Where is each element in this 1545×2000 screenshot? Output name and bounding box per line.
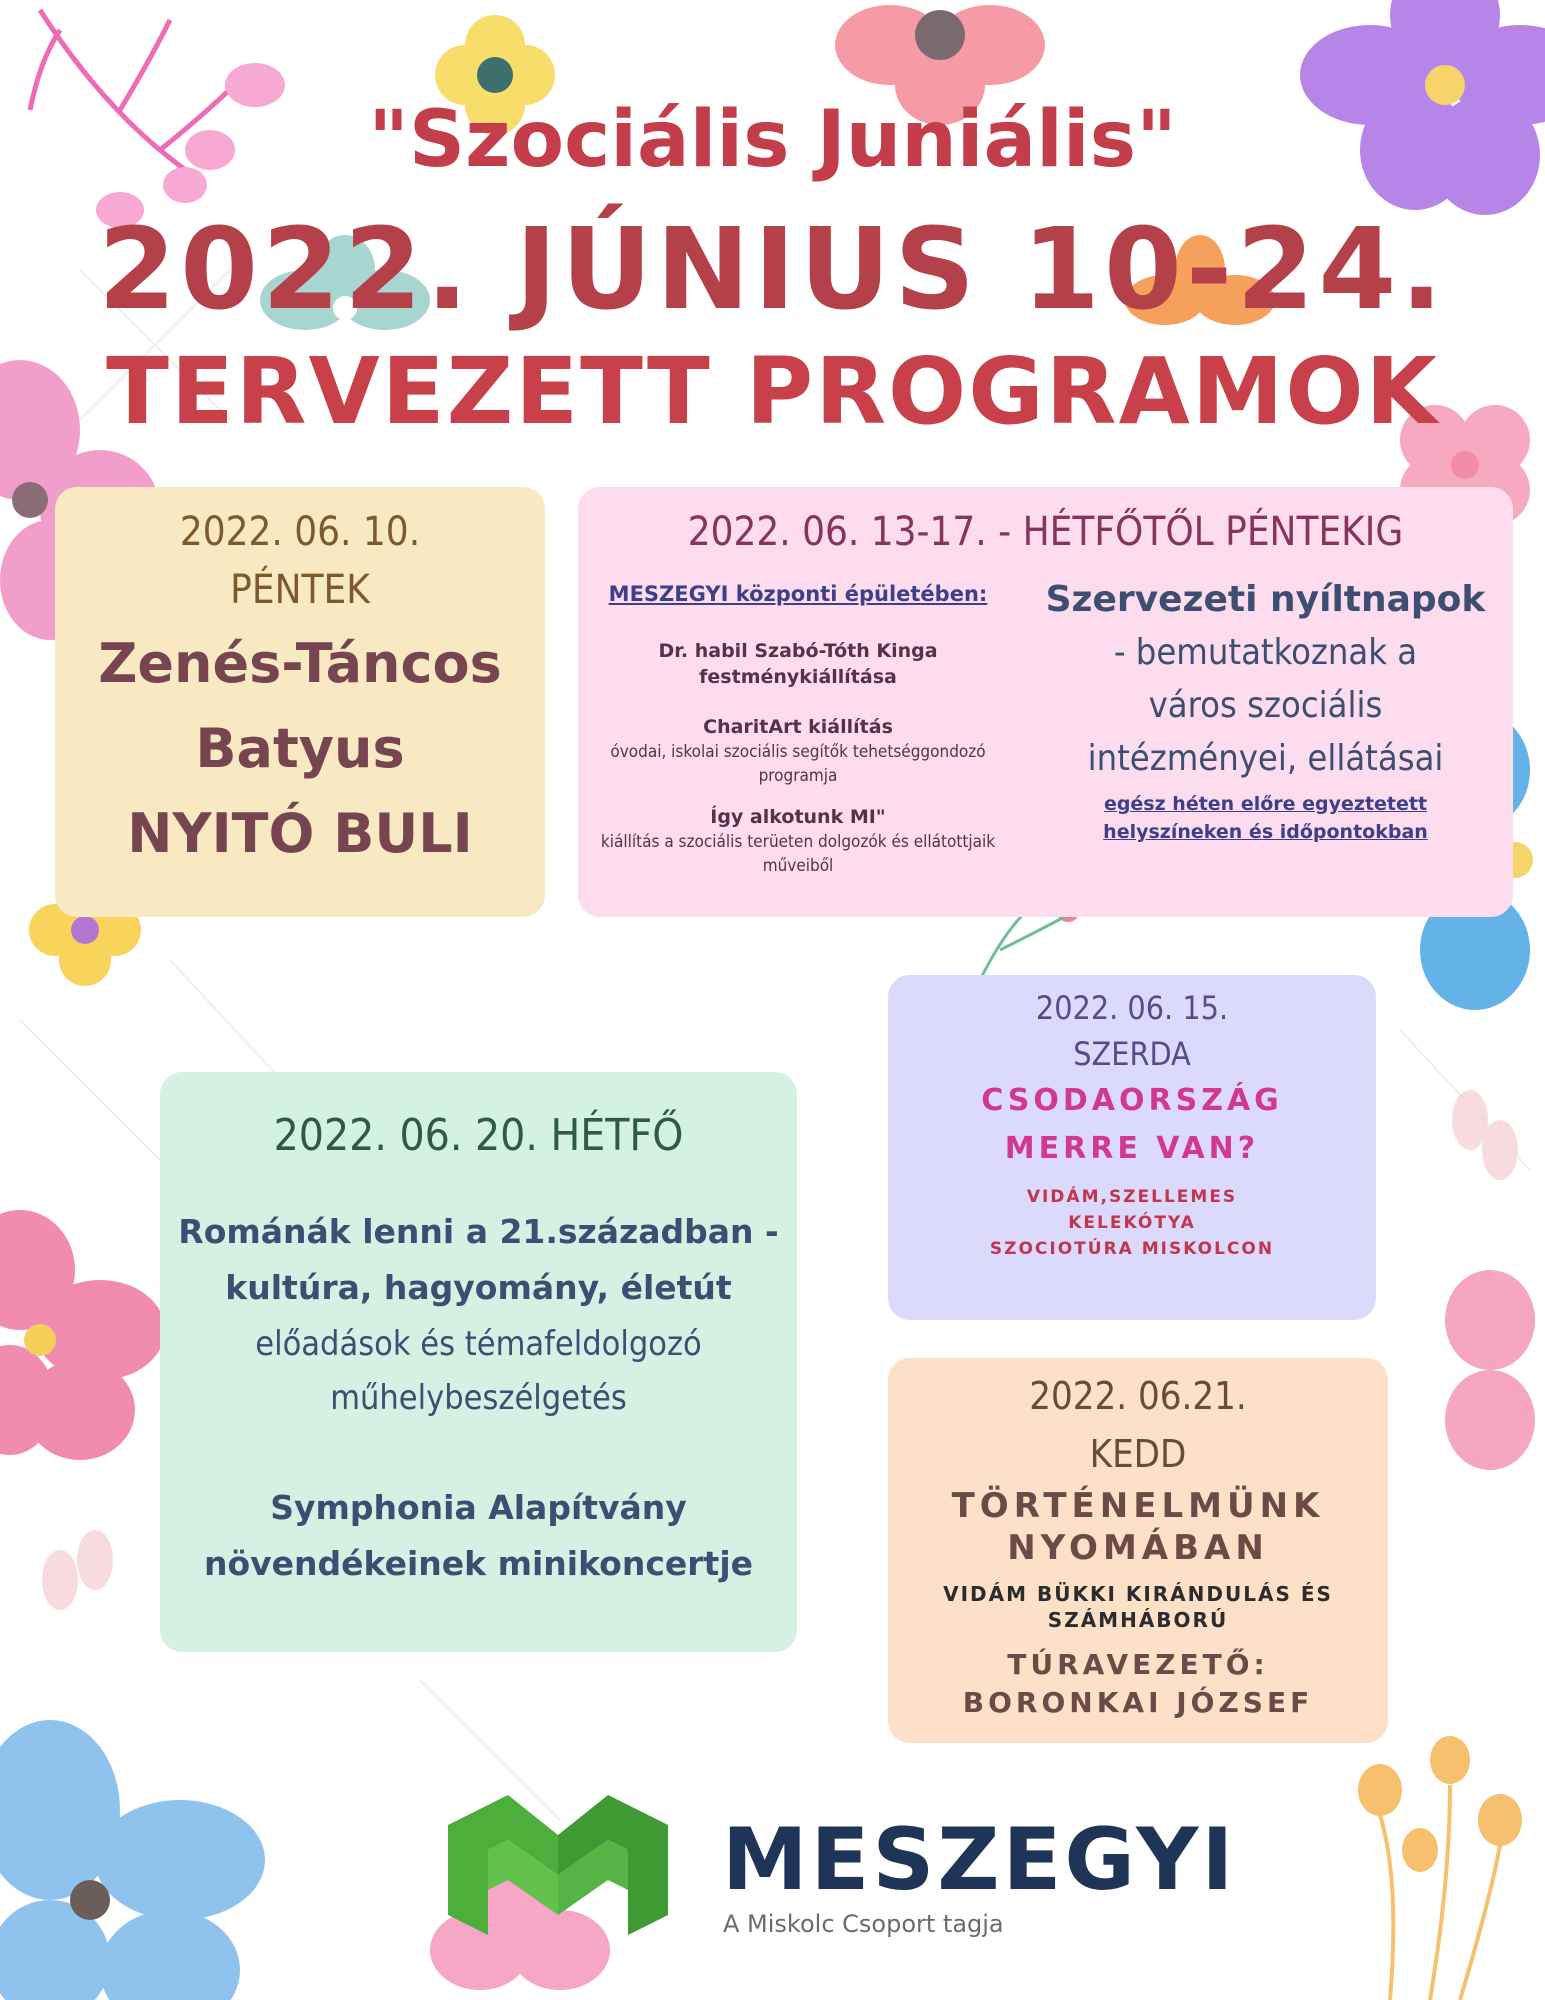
logo-name: MESZEGYI <box>722 1810 1237 1910</box>
open-days-desc2: város szociális <box>1148 685 1383 726</box>
exhibition-1-sub: festménykiállítása <box>699 666 897 688</box>
exhibition-3-desc2: műveiből <box>762 856 834 876</box>
open-days-column <box>1018 579 1513 843</box>
program-day: KEDD <box>1089 1432 1187 1476</box>
program-date: 2022. 06. 15. <box>1035 989 1229 1027</box>
open-days-note1[interactable]: egész héten előre egyeztetett <box>1103 793 1428 815</box>
program-title-line2: MERRE VAN? <box>1004 1131 1260 1166</box>
program-date: 2022. 06. 10. <box>179 509 421 555</box>
program-title-line1: Zenés-Táncos <box>98 632 502 695</box>
program-box-week <box>578 487 1513 917</box>
exhibition-3-desc1: kiállítás a szociális terüeten dolgozók és ellátottjaik <box>600 832 996 852</box>
open-days-note2[interactable]: helyszíneken és időpontokban <box>1103 821 1428 843</box>
program-desc1: előadások és témafeldolgozó <box>255 1324 702 1364</box>
open-days-desc3: intézményei, ellátásai <box>1087 738 1444 779</box>
program-date: 2022. 06. 13-17. - HÉTFŐTŐL PÉNTEKIG <box>687 509 1404 555</box>
exhibition-2-desc2: programja <box>758 766 838 786</box>
program-title-line3: NYITÓ BULI <box>127 802 473 865</box>
program-title-line1: TÖRTÉNELMÜNK <box>951 1486 1325 1526</box>
concert-line1: Symphonia Alapítvány <box>270 1488 687 1527</box>
program-desc3: SZOCIOTÚRA MISKOLCON <box>989 1239 1275 1259</box>
program-date: 2022. 06.21. <box>1029 1374 1247 1418</box>
program-title-line1: CSODAORSZÁG <box>981 1083 1283 1118</box>
program-day: PÉNTEK <box>230 567 370 613</box>
title-date-range: 2022. JÚNIUS 10-24. <box>98 205 1447 335</box>
program-title-line2: NYOMÁBAN <box>1007 1528 1269 1568</box>
meszegyi-logo-icon <box>448 1795 668 1935</box>
program-title-line1: Románák lenni a 21.században - <box>178 1212 779 1251</box>
program-title-line2: Batyus <box>195 717 405 780</box>
location-link[interactable]: MESZEGYI központi épületében: <box>608 582 988 606</box>
exhibitions-column <box>578 582 1018 876</box>
program-box-opening <box>55 487 545 917</box>
program-desc1: VIDÁM BÜKKI KIRÁNDULÁS ÉS <box>943 1582 1333 1606</box>
open-days-desc1: - bemutatkoznak a <box>1113 632 1418 673</box>
title-event-name: "Szociális Juniális" <box>368 95 1177 185</box>
program-box-roma <box>160 1072 797 1652</box>
program-day: SZERDA <box>1073 1035 1191 1073</box>
guide-name: BORONKAI JÓZSEF <box>962 1686 1314 1719</box>
program-desc2: KELEKÓTYA <box>1068 1213 1196 1233</box>
guide-label: TÚRAVEZETŐ: <box>1007 1648 1269 1681</box>
title-planned-programs: TERVEZETT PROGRAMOK <box>106 338 1439 445</box>
exhibition-2-desc1: óvodai, iskolai szociális segítők tehetséggondozó <box>610 742 986 762</box>
program-date: 2022. 06. 20. HÉTFŐ <box>273 1110 684 1161</box>
program-title-line2: kultúra, hagyomány, életút <box>225 1268 732 1307</box>
program-desc2: SZÁMHÁBORÚ <box>1047 1608 1229 1632</box>
program-desc1: VIDÁM,SZELLEMES <box>1026 1187 1238 1207</box>
program-desc2: műhelybeszélgetés <box>330 1378 627 1418</box>
logo-tagline: A Miskolc Csoport tagja <box>723 1910 1004 1938</box>
concert-line2: növendékeinek minikoncertje <box>203 1544 754 1583</box>
exhibition-3-title: Így alkotunk MI" <box>710 806 886 828</box>
program-box-wonderland <box>888 975 1376 1320</box>
exhibition-2-title: CharitArt kiállítás <box>703 716 893 738</box>
open-days-title: Szervezeti nyíltnapok <box>1045 579 1486 620</box>
program-box-history <box>888 1358 1388 1743</box>
exhibition-1-title: Dr. habil Szabó-Tóth Kinga <box>658 640 938 662</box>
